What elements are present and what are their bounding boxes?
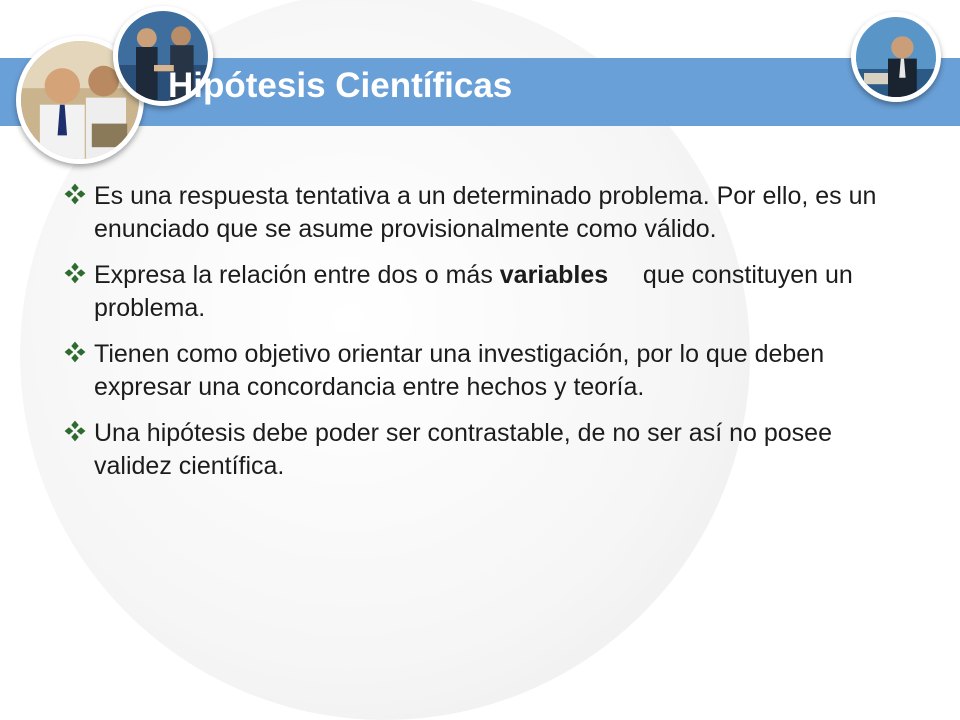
bullet-item bbox=[64, 417, 904, 483]
bullet-text: Es una respuesta tentativa a un determinado problema. Por ello, es un enunciado que se asume provisionalmente como válido. bbox=[94, 182, 877, 243]
bullet-item bbox=[64, 259, 904, 325]
four-diamond-icon bbox=[64, 341, 86, 363]
four-diamond-icon bbox=[64, 262, 86, 284]
businessman-photo bbox=[851, 12, 941, 102]
four-diamond-icon bbox=[64, 183, 86, 205]
bullet-bold-text: variables bbox=[499, 261, 609, 289]
bullet-text: Una hipótesis debe poder ser contrastable, de no ser así no posee validez científica. bbox=[94, 419, 832, 480]
bullet-item bbox=[64, 180, 904, 246]
bullet-text: que constituyen un problema. bbox=[94, 261, 860, 322]
bullet-text: Expresa la relación entre dos o más bbox=[94, 261, 500, 289]
bullet-list bbox=[64, 180, 904, 496]
bullet-item bbox=[64, 338, 904, 404]
slide-title: Hipótesis Científicas bbox=[168, 66, 513, 105]
bullet-text: Tienen como objetivo orientar una investigación, por lo que deben expresar una concordancia entre hechos y teoría. bbox=[94, 340, 825, 401]
four-diamond-icon bbox=[64, 420, 86, 442]
